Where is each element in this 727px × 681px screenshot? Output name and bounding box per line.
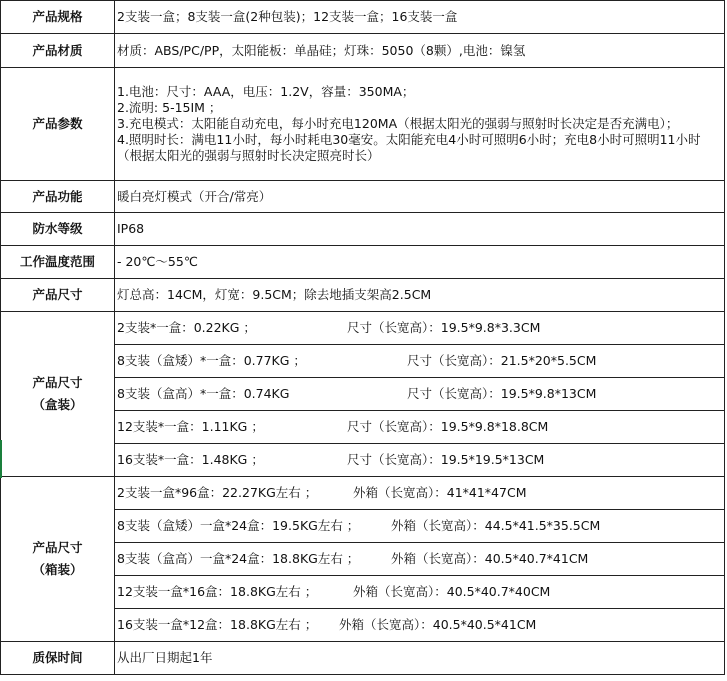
- carton-row-value: [115, 477, 725, 510]
- row-warranty: [1, 642, 725, 675]
- box-row-value: [115, 444, 725, 477]
- row-params: [1, 68, 725, 181]
- value-function: 暖白亮灯模式（开合/常亮）: [115, 181, 725, 213]
- box-row-value: [115, 378, 725, 411]
- box-left: 12支装*一盒：1.11KG ；: [117, 419, 264, 434]
- value-material: 材质：ABS/PC/PP，太阳能板：单晶硅；灯珠：5050（8颗）,电池：镍氢: [115, 34, 725, 68]
- label-carton-line1: 产品尺寸: [32, 540, 83, 555]
- label-params: 产品参数: [1, 68, 115, 181]
- label-carton: [1, 477, 115, 642]
- box-row: [1, 312, 725, 345]
- params-line: （根据太阳光的强弱与照射时长决定照亮时长）: [117, 148, 380, 163]
- label-waterproof: 防水等级: [1, 213, 115, 246]
- box-right: 尺寸（长宽高）：21.5*20*5.5CM: [407, 353, 597, 368]
- box-left: 16支装*一盒：1.48KG ；: [117, 452, 264, 467]
- box-left: 2支装*一盒：0.22KG ；: [117, 320, 256, 335]
- box-row-value: [115, 345, 725, 378]
- box-left: 8支装（盒矮）*一盒：0.77KG ；: [117, 353, 306, 368]
- carton-left: 12支装一盒*16盒：18.8KG左右 ；: [117, 584, 318, 599]
- label-material: 产品材质: [1, 34, 115, 68]
- value-waterproof: IP68: [115, 213, 725, 246]
- value-temperature: - 20℃～55℃: [115, 246, 725, 279]
- carton-left: 8支装（盒高）一盒*24盒：18.8KG左右 ；: [117, 551, 360, 566]
- carton-left: 8支装（盒矮）一盒*24盒：19.5KG左右 ；: [117, 518, 360, 533]
- params-line: 3.充电模式：太阳能自动充电，每小时充电120MA（根据太阳光的强弱与照射时长决定是否充满电）；: [117, 116, 679, 131]
- row-material: [1, 34, 725, 68]
- label-carton-line2: （箱装）: [32, 562, 83, 577]
- label-temperature: 工作温度范围: [1, 246, 115, 279]
- params-line: 2.流明: 5-15IM ；: [117, 100, 222, 115]
- value-spec: 2支装一盒；8支装一盒(2种包装)；12支装一盒；16支装一盒: [115, 1, 725, 34]
- carton-right: 外箱（长宽高）：44.5*41.5*35.5CM: [391, 518, 601, 533]
- carton-row-value: [115, 576, 725, 609]
- box-right: 尺寸（长宽高）：19.5*9.8*13CM: [407, 386, 597, 401]
- box-row-value: [115, 312, 725, 345]
- label-size: 产品尺寸: [1, 279, 115, 312]
- row-function: [1, 181, 725, 213]
- box-right: 尺寸（长宽高）：19.5*19.5*13CM: [347, 452, 545, 467]
- carton-row-value: [115, 609, 725, 642]
- row-temperature: [1, 246, 725, 279]
- carton-left: 2支装一盒*96盒：22.27KG左右 ；: [117, 485, 318, 500]
- row-waterproof: [1, 213, 725, 246]
- carton-right: 外箱（长宽高）：41*41*47CM: [353, 485, 527, 500]
- row-spec: [1, 1, 725, 34]
- value-warranty: 从出厂日期起1年: [115, 642, 725, 675]
- box-left: 8支装（盒高）*一盒：0.74KG: [117, 386, 290, 401]
- label-warranty: 质保时间: [1, 642, 115, 675]
- box-right: 尺寸（长宽高）：19.5*9.8*18.8CM: [347, 419, 549, 434]
- carton-right: 外箱（长宽高）：40.5*40.7*41CM: [391, 551, 589, 566]
- box-right: 尺寸（长宽高）：19.5*9.8*3.3CM: [347, 320, 541, 335]
- carton-row-value: [115, 510, 725, 543]
- box-row-value: [115, 411, 725, 444]
- label-function: 产品功能: [1, 181, 115, 213]
- carton-row: [1, 477, 725, 510]
- label-box: [1, 312, 115, 477]
- label-box-line1: 产品尺寸: [32, 375, 83, 390]
- value-size: 灯总高：14CM，灯宽：9.5CM；除去地插支架高2.5CM: [115, 279, 725, 312]
- params-line: 4.照明时长：满电11小时，每小时耗电30毫安。太阳能充电4小时可照明6小时；充电8小时可照明11小时: [117, 132, 701, 147]
- carton-left: 16支装一盒*12盒：18.8KG左右 ；: [117, 617, 318, 632]
- carton-row-value: [115, 543, 725, 576]
- row-size: [1, 279, 725, 312]
- label-box-line2: （盒装）: [32, 397, 83, 412]
- carton-right: 外箱（长宽高）：40.5*40.5*41CM: [339, 617, 537, 632]
- row-selection-marker: [0, 440, 2, 478]
- value-params: [115, 68, 725, 181]
- carton-right: 外箱（长宽高）：40.5*40.7*40CM: [353, 584, 551, 599]
- params-line: 1.电池：尺寸：AAA，电压：1.2V，容量：350MA；: [117, 84, 415, 99]
- label-spec: 产品规格: [1, 1, 115, 34]
